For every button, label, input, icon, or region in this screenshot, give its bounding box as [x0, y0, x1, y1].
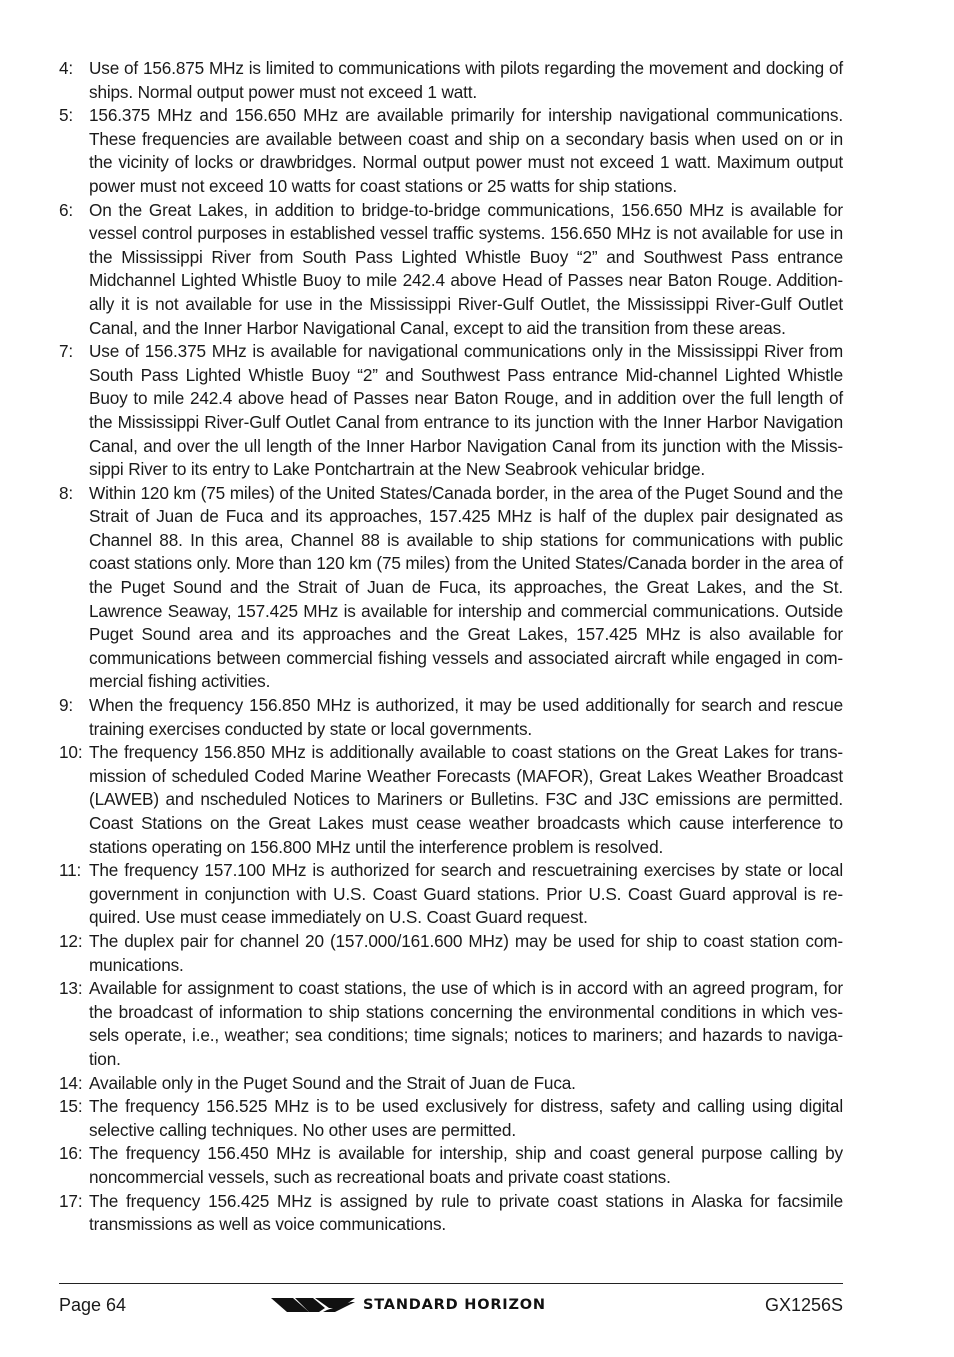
footnote-number: 12:: [59, 930, 83, 951]
footnote-text: The frequency 156.425 MHz is assigned by rule to private coast stations in Alaska for facsimile transmissions as well as voice communications.: [89, 1190, 843, 1235]
footnote-text: On the Great Lakes, in addition to bridge-to-bridge communications, 156.650 MHz is available for vessel control purposes in established vessel traffic systems. 156.650 MHz is not available for use in the Mississippi River from South Pass Lighted Whistle Buoy “2” and Southwest Pass entrance Midchannel Lighted Whistle Buoy to mile 242.4 above Head of Passes near Baton Rouge. Addition-ally it is not available for use in the Mississippi River-Gulf Outlet, the Mississippi River-Gulf Outlet Canal, and the Inner Harbor Navigational Canal, except to aid the transition from these areas.: [89, 199, 843, 338]
footnote-item: [59, 340, 843, 482]
footnote-item: [59, 859, 843, 930]
footnote-item: [59, 977, 843, 1071]
footnote-text: The frequency 156.450 MHz is available for intership, ship and coast general purpose calling by noncommercial vessels, such as recreational boats and private coast stations.: [89, 1143, 843, 1187]
footnote-text: 156.375 MHz and 156.650 MHz are available primarily for intership navigational communications. These frequencies are available between coast and ship on a secondary basis when used on or in the vicinity of locks or drawbridges. Normal output power must not exceed 1 watt. Maximum output power must not exceed 10 watts for coast stations or 25 watts for ship stations.: [89, 105, 843, 196]
footnote-text: The frequency 157.100 MHz is authorized for search and rescuetraining exercises by state or local government in conjunction with U.S. Coast Guard stations. Prior U.S. Coast Guard approval is re-quired. Use must cease immediately on U.S. Coast Guard request.: [89, 860, 843, 928]
footnote-text: Available only in the Puget Sound and the Strait of Juan de Fuca.: [89, 1072, 576, 1093]
footnote-number: 14:: [59, 1072, 83, 1093]
footnote-item: [59, 1095, 843, 1142]
footnote-item: [59, 1072, 843, 1096]
footnote-item: [59, 482, 843, 694]
footnote-number: 4:: [59, 58, 74, 78]
footnote-number: 8:: [59, 482, 74, 503]
standard-horizon-logo-icon: [271, 1295, 355, 1315]
footnote-item: [59, 1190, 843, 1237]
brand-name: STANDARD HORIZON: [363, 1297, 546, 1313]
footnote-number: 6:: [59, 199, 74, 220]
footnote-text: When the frequency 156.850 MHz is authorized, it may be used additionally for search and rescue training exercises conducted by state or local governments.: [89, 695, 843, 739]
footnote-text: Within 120 km (75 miles) of the United States/Canada border, in the area of the Puget Sound and the Strait of Juan de Fuca and its approaches, 157.425 MHz is half of the duplex pair designated as Channel 88. In this area, Channel 88 is available to ship stations for communications with public coast stations only. More than 120 km (75 miles) from the United States/Canada border in the area of the Puget Sound and the Strait of Juan de Fuca, its approaches, the Great Lakes, and the St. Lawrence Seaway, 157.425 MHz is available for intership and commercial communications. Outside Puget Sound area and its approaches and the Great Lakes, 157.425 MHz is also available for communications between commercial fishing vessels and associated aircraft while engaged in com-mercial fishing activities.: [89, 482, 843, 692]
footnote-item: [59, 741, 843, 859]
footnote-number: 17:: [59, 1190, 83, 1211]
page-number: Page 64: [59, 1295, 127, 1315]
footnote-text: The frequency 156.850 MHz is additionally available to coast stations on the Great Lakes for trans-mission of scheduled Coded Marine Weather Forecasts (MAFOR), Great Lakes Weather Broadcast (LAWEB) and nscheduled Notices to Mariners or Bulletins. F3C and J3C emissions are permitted. Coast Stations on the Great Lakes must cease weather broadcasts which cause interference to stations operating on 156.800 MHz until the interference problem is resolved.: [89, 742, 843, 857]
footnotes-list: [59, 57, 843, 1237]
footnote-item: [59, 199, 843, 341]
footnote-item: [59, 1142, 843, 1189]
footer-divider: [59, 1283, 843, 1284]
footnote-text: The duplex pair for channel 20 (157.000/161.600 MHz) may be used for ship to coast station com-munications.: [89, 930, 843, 975]
footnote-number: 9:: [59, 695, 74, 716]
footnote-number: 5:: [59, 105, 74, 126]
footnote-item: [59, 694, 843, 741]
footnote-text: Use of 156.375 MHz is available for navigational communications only in the Mississippi River from South Pass Lighted Whistle Buoy “2” and Southwest Pass entrance Mid-channel Lighted Whistle Buoy to mile 242.4 above head of Passes near Baton Rouge, and in addition over the full length of the Mississippi River-Gulf Outlet Canal from entrance to its junction with the Inner Harbor Navigation Canal, and over the ull length of the Inner Harbor Navigation Canal from its junction with the Missis-sippi River to its entry to Lake Pontchartrain at the New Seabrook vehicular bridge.: [89, 341, 843, 480]
footnote-text: Available for assignment to coast stations, the use of which is in accord with an agreed program, for the broadcast of information to ship stations concerning the environmental conditions in which ves-sels operate, i.e., weather; sea conditions; time signals; notices to mariners; and hazards to naviga-tion.: [89, 978, 843, 1069]
footnote-number: 15:: [59, 1096, 83, 1117]
footnote-number: 7:: [59, 341, 74, 362]
footnote-item: [59, 57, 843, 104]
footnote-text: Use of 156.875 MHz is limited to communications with pilots regarding the movement and docking of ships. Normal output power must not exceed 1 watt.: [89, 58, 843, 102]
footnote-item: [59, 104, 843, 198]
footnote-item: [59, 930, 843, 977]
footnote-number: 11:: [59, 860, 82, 881]
page-footer: [59, 1292, 843, 1318]
brand-logo: [271, 1292, 546, 1318]
model-number: GX1256S: [764, 1295, 843, 1315]
footnote-number: 13:: [59, 978, 83, 999]
footnote-text: The frequency 156.525 MHz is to be used exclusively for distress, safety and calling using digital selective calling techniques. No other uses are permitted.: [89, 1096, 843, 1140]
footnote-number: 10:: [59, 742, 83, 763]
footnote-number: 16:: [59, 1143, 83, 1164]
